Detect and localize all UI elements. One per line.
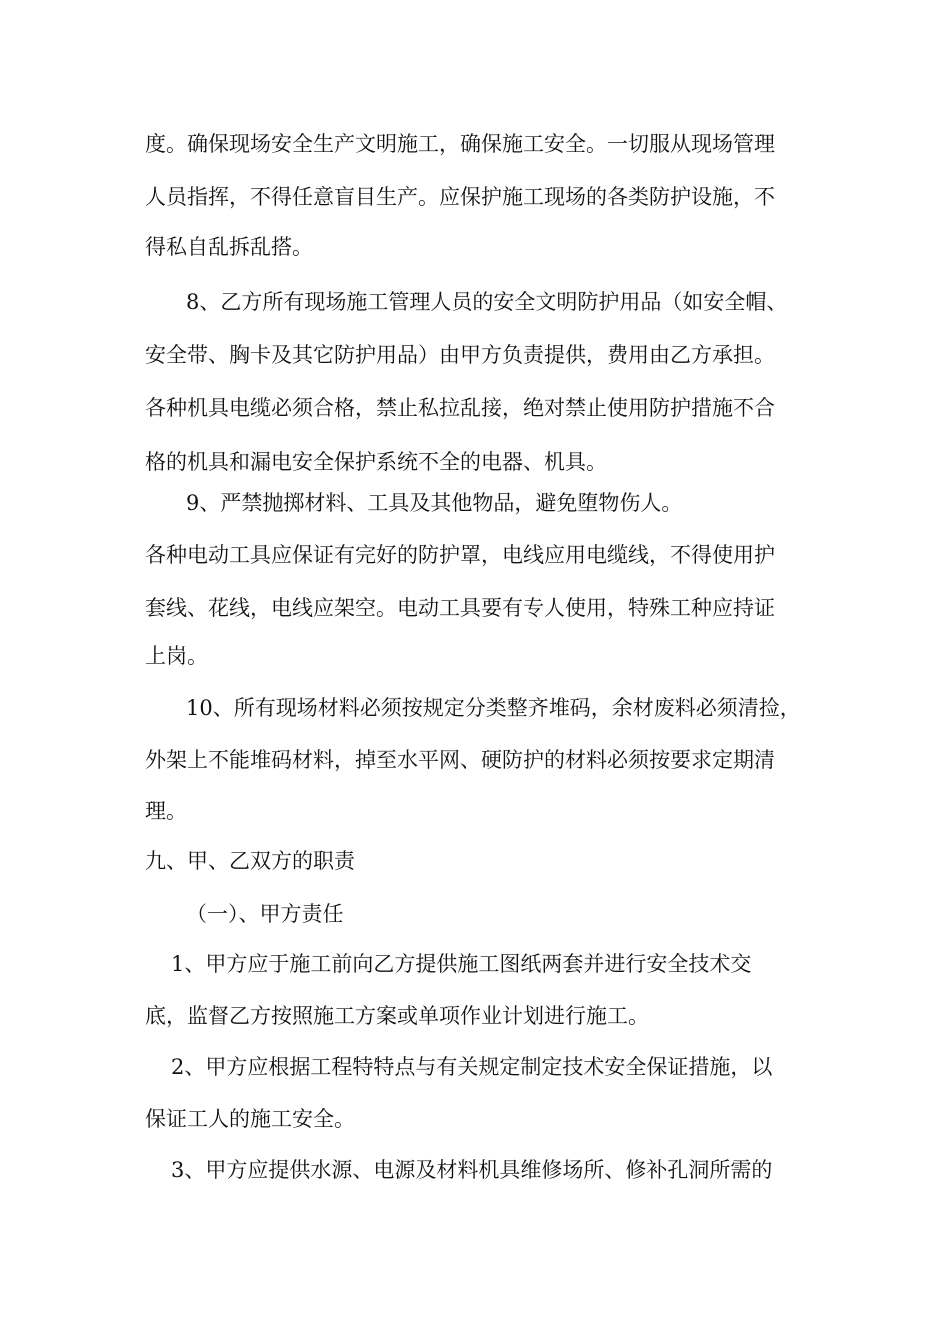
text-line: 安全带、胸卡及其它防护用品）由甲方负责提供，费用由乙方承担。 xyxy=(145,343,775,367)
clause-3-heading-line: 3、甲方应提供水源、电源及材料机具维修场所、修补孔洞所需的 xyxy=(171,1158,773,1182)
subsection-heading: （一）、甲方责任 xyxy=(186,902,344,926)
text-line: 人员指挥，不得任意盲目生产。应保护施工现场的各类防护设施，不 xyxy=(145,185,775,209)
clause-9-heading-line: 9、严禁抛掷材料、工具及其他物品，避免堕物伤人。 xyxy=(186,491,683,515)
text-line: 底，监督乙方按照施工方案或单项作业计划进行施工。 xyxy=(145,1004,649,1028)
text-line: 外架上不能堆码材料，掉至水平网、硬防护的材料必须按要求定期清 xyxy=(145,748,775,772)
text-line: 理。 xyxy=(145,799,187,823)
text-line: 保证工人的施工安全。 xyxy=(145,1107,355,1131)
clause-1-heading-line: 1、甲方应于施工前向乙方提供施工图纸两套并进行安全技术交 xyxy=(171,952,752,976)
text-line: 格的机具和漏电安全保护系统不全的电器、机具。 xyxy=(145,450,607,474)
text-line: 套线、花线，电线应架空。电动工具要有专人使用，特殊工种应持证 xyxy=(145,596,775,620)
text-line: 各种电动工具应保证有完好的防护罩，电线应用电缆线，不得使用护 xyxy=(145,543,775,567)
text-line: 上岗。 xyxy=(145,644,208,668)
clause-2-heading-line: 2、甲方应根据工程特特点与有关规定制定技术安全保证措施，以 xyxy=(171,1055,773,1079)
section-heading: 九、甲、乙双方的职责 xyxy=(145,849,355,873)
clause-8-heading-line: 8、乙方所有现场施工管理人员的安全文明防护用品（如安全帽、 xyxy=(186,290,788,314)
text-line: 各种机具电缆必须合格，禁止私拉乱接，绝对禁止使用防护措施不合 xyxy=(145,396,775,420)
text-line: 得私自乱拆乱搭。 xyxy=(145,235,313,259)
text-line: 度。确保现场安全生产文明施工，确保施工安全。一切服从现场管理 xyxy=(145,132,775,156)
clause-10-heading-line: 10、所有现场材料必须按规定分类整齐堆码，余材废料必须清捡， xyxy=(186,696,801,720)
